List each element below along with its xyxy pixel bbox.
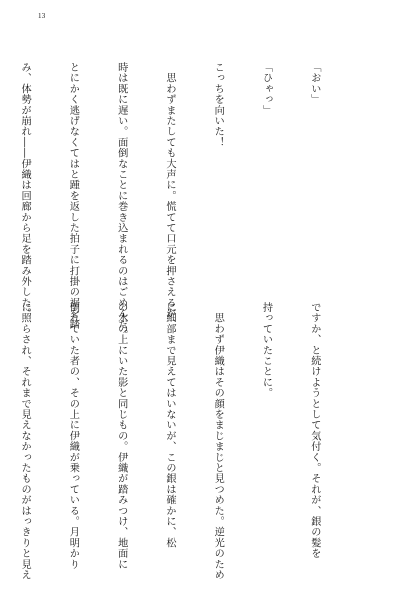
text-line: とにかく逃げなくてはと踵を返した拍子に打掛の裾を踏	[67, 62, 79, 330]
text-line: に照らされ、それまで見えなかったものがはっきりと見え	[19, 302, 31, 581]
text-line: こっちを向いた！	[212, 62, 224, 148]
text-line: 「ひゃっ」	[260, 62, 272, 116]
text-line: 「おい」	[308, 62, 320, 105]
text-line: に細部まで見えてはいないが、この銀は確かに、松	[163, 302, 175, 549]
lower-text-block	[19, 302, 354, 581]
text-line: 時は既に遅い。面倒なことに巻き込まれるのはごめんだ。	[115, 62, 127, 341]
upper-text-block	[19, 62, 354, 341]
page-number: 13	[38, 12, 46, 20]
text-line: 思わずまたしても大声に。慌てて口元を押さえるが、	[163, 62, 175, 330]
text-line: ですか、と続けようとして気付く。それが、銀の髪を	[308, 302, 320, 559]
text-line: 倒れていた者の、その上に伊織が乗っている。月明かり	[67, 302, 79, 570]
text-line: 思わず伊織はその顔をまじまじと見つめた。逆光のため	[212, 302, 224, 581]
text-line: の木の上にいた影と同じもの。伊織が踏みつけ、地面に	[115, 302, 127, 570]
text-line: み、体勢が崩れ――伊織は回廊から足を踏み外した。	[19, 62, 31, 319]
text-line: 持っていたことに。	[260, 302, 272, 399]
